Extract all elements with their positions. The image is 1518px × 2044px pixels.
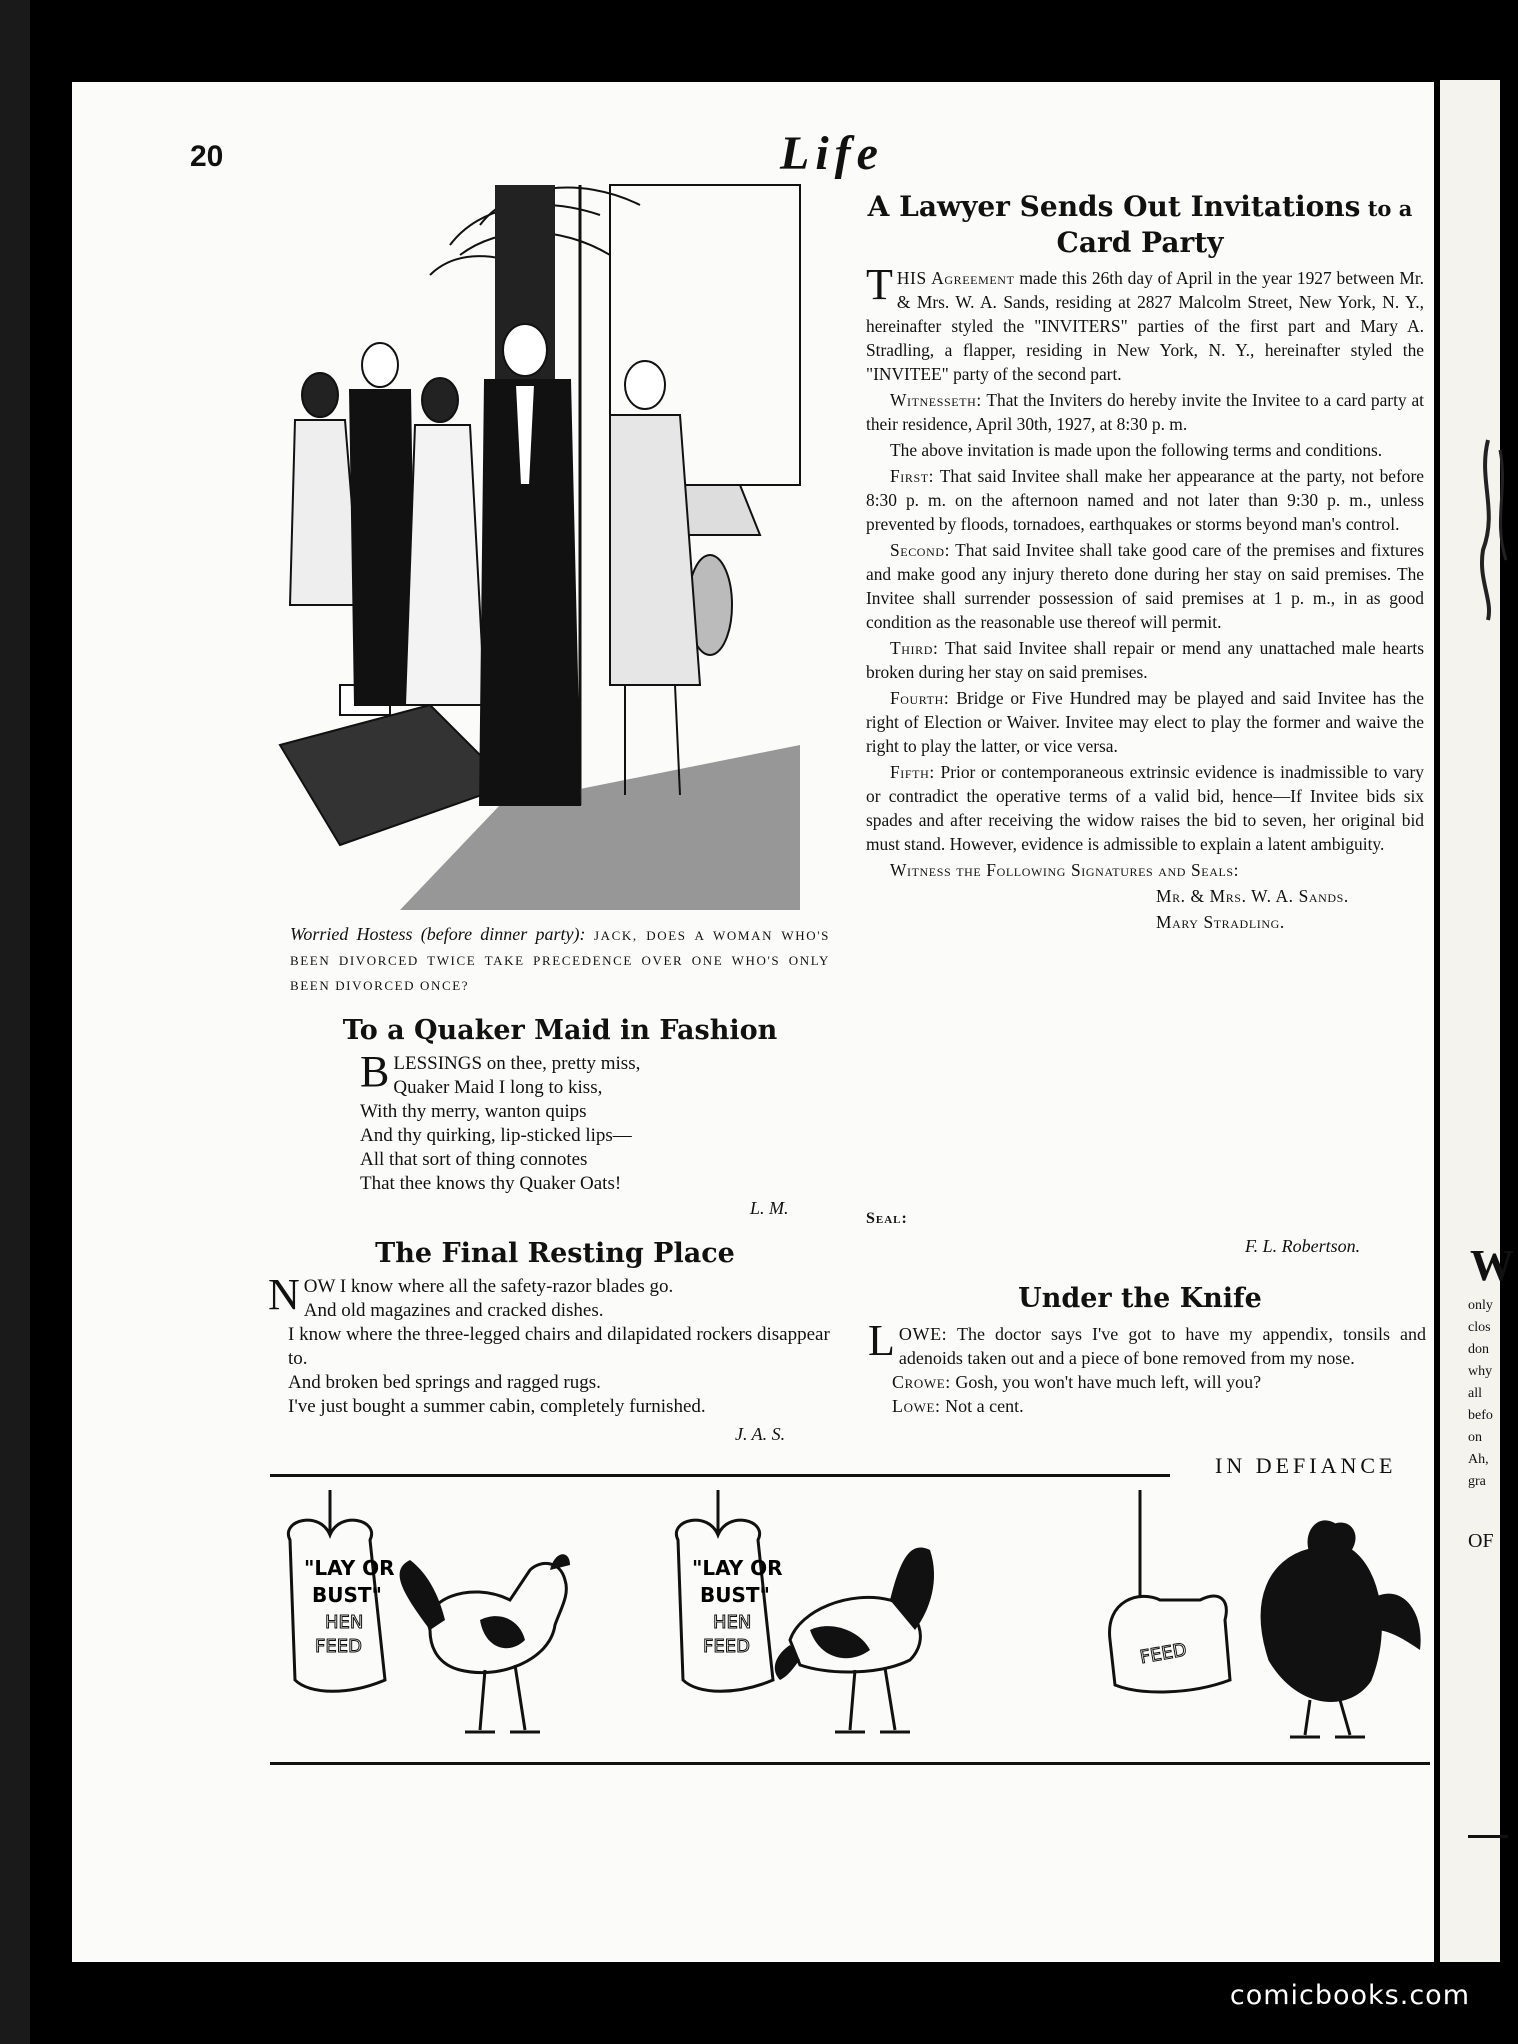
sack-label: FEED — [703, 1636, 750, 1657]
strip-panel-3 — [1110, 1490, 1421, 1737]
small-caps-lead: Fourth: — [890, 688, 950, 708]
sack-label: HEN — [713, 1612, 752, 1633]
adjacent-text-fragment: clos — [1468, 1320, 1491, 1335]
strip-bottom-rule — [270, 1762, 1430, 1765]
witness-line: Witness the Following Signatures and Seals: — [890, 860, 1240, 880]
dialogue-text: Not a cent. — [940, 1396, 1024, 1416]
small-caps-lead: Second: — [890, 540, 951, 560]
sack-label: HEN — [325, 1612, 364, 1633]
sack-label: "LAY OR — [304, 1556, 395, 1580]
poem-line: All that sort of thing connotes — [360, 1149, 588, 1170]
poem-title-final-resting-place: The Final Resting Place — [375, 1238, 735, 1269]
page-number: 20 — [190, 140, 224, 173]
paragraph-text: That said Invitee shall make her appearance at the party, not before 8:30 p. m. on the afternoon named and not later than 9:30 p. m., unless prevented by floods, tornadoes, earthquakes or storms beyond man's control. — [866, 466, 1424, 534]
dialogue-line — [868, 1370, 1426, 1394]
dialogue-line — [868, 1394, 1426, 1418]
adjacent-page-illustration — [1478, 440, 1518, 620]
small-caps-lead: Fifth: — [890, 762, 935, 782]
adjacent-drop-letter: W — [1470, 1241, 1514, 1290]
poem-signature: J. A. S. — [735, 1424, 786, 1444]
poem-line: I've just bought a summer cabin, completely furnished. — [288, 1396, 706, 1417]
article-title-under-the-knife: Under the Knife — [1018, 1283, 1262, 1314]
sack-label: BUST" — [312, 1583, 382, 1607]
signer-line: Mary Stradling. — [1156, 912, 1285, 932]
drop-cap: B — [360, 1047, 390, 1096]
comic-strip-title: IN DEFIANCE — [1215, 1453, 1397, 1478]
poem-quaker-maid — [360, 1047, 800, 1196]
strip-panel-1 — [288, 1490, 570, 1732]
adjacent-text-fragment: all — [1468, 1386, 1482, 1401]
poem-line: Quaker Maid I long to kiss, — [393, 1077, 603, 1098]
speaker-name: OWE: — [898, 1324, 948, 1344]
small-caps-lead: First: — [890, 466, 935, 486]
poem-line: I know where the three-legged chairs and dilapidated rockers disappear to. — [288, 1324, 830, 1369]
article-title-main: A Lawyer Sends Out Invitations — [867, 190, 1361, 223]
strip-panel-2 — [676, 1490, 934, 1732]
paragraph-text: That the Inviters do hereby invite the Invitee to a card party at their residence, April 30th, 1927, at 8:30 p. m. — [866, 390, 1424, 434]
adjacent-text-fragment: gra — [1468, 1474, 1486, 1489]
article-paragraph: The above invitation is made upon the following terms and conditions. — [890, 440, 1383, 460]
article-title-small: to a — [1360, 196, 1413, 221]
drop-cap: L — [868, 1316, 895, 1365]
small-caps-lead: HIS Agreement — [896, 268, 1015, 288]
adjacent-text-fragment: befo — [1468, 1408, 1493, 1423]
paragraph-text: That said Invitee shall take good care of the premises and fixtures and make good any injury thereto done during her stay on said premises. The Invitee shall surrender possession of said premises at 1 p. m., in as good condition as the reasonable use thereof will permit. — [866, 540, 1424, 632]
small-caps-lead: Third: — [890, 638, 939, 658]
poem-signature: L. M. — [750, 1198, 789, 1218]
drop-cap: N — [268, 1270, 300, 1319]
article-under-the-knife-body — [868, 1316, 1426, 1418]
cartoon-caption — [290, 922, 830, 998]
adjacent-text-fragment: don — [1468, 1342, 1489, 1357]
sack-label: "LAY OR — [692, 1556, 783, 1580]
article-paragraph — [866, 388, 1424, 436]
adjacent-text-fragment: on — [1468, 1430, 1482, 1445]
watermark: comicbooks.com — [1229, 1980, 1470, 2011]
paragraph-text: Prior or contemporaneous extrinsic evidence is inadmissible to vary or contradict the operative terms of a valid bid, hence—If Invitee bids six spades and after receiving the widow raises the bid to seven, her original bid must stand. However, evidence is admissible to explain a latent ambiguity. — [866, 762, 1424, 854]
poem-final-resting-place — [268, 1270, 848, 1419]
paragraph-text: That said Invitee shall repair or mend any unattached male hearts broken during her stay on said premises. — [866, 638, 1424, 682]
small-caps-lead: Witnesseth: — [890, 390, 982, 410]
article-paragraph — [866, 538, 1424, 634]
article-paragraph — [866, 464, 1424, 536]
poem-line: And thy quirking, lip-sticked lips— — [360, 1125, 632, 1146]
caption-speaker: Worried Hostess (before dinner party): — [290, 924, 586, 944]
speaker-name: Crowe: — [892, 1372, 951, 1392]
signer-line: Mr. & Mrs. W. A. Sands. — [1156, 886, 1349, 906]
poem-line: And broken bed springs and ragged rugs. — [288, 1372, 601, 1393]
dialogue-line — [868, 1316, 1426, 1370]
article-paragraph — [866, 760, 1424, 856]
comic-strip-in-defiance — [270, 1480, 1430, 1760]
adjacent-text-fragment: only — [1468, 1298, 1493, 1313]
seal-label: Seal: — [866, 1210, 908, 1227]
poem-line: OW I know where all the safety-razor blades go. — [303, 1276, 674, 1297]
strip-top-rule — [270, 1474, 1170, 1477]
article-signature: F. L. Robertson. — [1245, 1236, 1361, 1256]
sack-label: FEED — [315, 1636, 362, 1657]
caption-text: JACK, DOES A WOMAN WHO'S BEEN DIVORCED TWICE TAKE PRECEDENCE OVER ONE WHO'S ONLY BEEN DIVORCED ONCE? — [290, 928, 830, 993]
adjacent-heading-fragment: OF — [1468, 1530, 1494, 1552]
paragraph-text: made this 26th day of April in the year 1927 between Mr. & Mrs. W. A. Sands, residing at 2827 Malcolm Street, New York, N. Y., hereinafter styled the "INVITERS" parties of the first part and Mary A. Stradling, a flapper, residing in New York, N. Y., hereinafter styled the "INVITEE" party of the second part. — [866, 268, 1424, 384]
poem-title-quaker-maid: To a Quaker Maid in Fashion — [342, 1015, 778, 1046]
poem-line: LESSINGS on thee, pretty miss, — [393, 1053, 641, 1074]
poem-line: That thee knows thy Quaker Oats! — [360, 1173, 622, 1194]
sack-label: FEED — [1138, 1639, 1189, 1669]
article-paragraph — [866, 260, 1424, 386]
adjacent-text-fragment: why — [1468, 1364, 1493, 1379]
speaker-name: Lowe: — [892, 1396, 941, 1416]
article-paragraph — [866, 686, 1424, 758]
adjacent-page-edge — [1440, 80, 1514, 1962]
poem-line: With thy merry, wanton quips — [360, 1101, 587, 1122]
dialogue-text: The doctor says I've got to have my appendix, tonsils and adenoids taken out and a piece of bone removed from my nose. — [898, 1324, 1426, 1368]
masthead-logo: Life — [780, 127, 884, 180]
adjacent-rule — [1468, 1835, 1508, 1838]
sack-label: BUST" — [700, 1583, 770, 1607]
drop-cap: T — [866, 260, 893, 309]
article-paragraph — [866, 636, 1424, 684]
party-cartoon-illustration — [280, 185, 800, 910]
dialogue-text: Gosh, you won't have much left, will you? — [950, 1372, 1262, 1392]
adjacent-text-fragment: Ah, — [1468, 1452, 1489, 1467]
paragraph-text: Bridge or Five Hundred may be played and said Invitee has the right of Election or Waiver. Invitee may elect to play the former and waive the right to play the latter, or vice versa. — [866, 688, 1424, 756]
article-lawyer-body — [866, 260, 1424, 936]
poem-line: And old magazines and cracked dishes. — [303, 1300, 604, 1321]
scan-left-edge — [0, 0, 30, 2044]
article-title-line2: Card Party — [1056, 226, 1224, 259]
article-title-lawyer — [860, 190, 1420, 260]
